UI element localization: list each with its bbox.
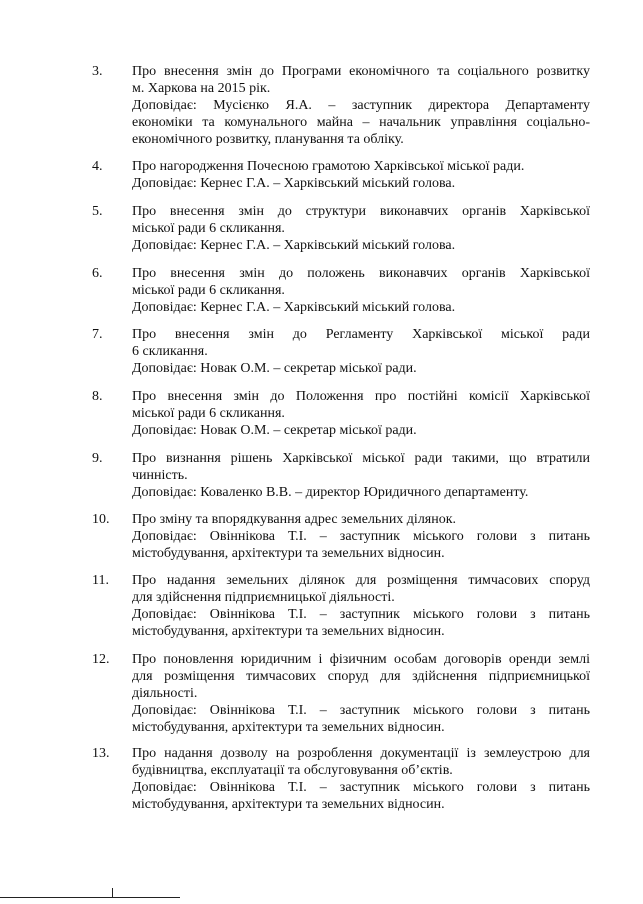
speaker-line: містобудування, архітектури та земельних відносин. (132, 546, 445, 561)
text-line: Про визнання рішень Харківської міської ради такими, що втратили (132, 451, 590, 466)
footer-rule (0, 897, 180, 898)
text-line: будівництва, експлуатації та обслуговування об’єктів. (132, 763, 453, 778)
speaker-line: Доповідає: Кернес Г.А. – Харківський міський голова. (132, 176, 456, 191)
speaker-line: Доповідає: Новак О.М. – секретар міської ради. (132, 361, 417, 376)
text-line: Про внесення змін до Регламенту Харківської міської ради (132, 327, 590, 342)
text-line: м. Харкова на 2015 рік. (132, 81, 271, 96)
text-line: Про зміну та впорядкування адрес земельних ділянок. (132, 512, 457, 527)
speaker-line: Доповідає: Овіннікова Т.І. – заступник міського голови з питань (132, 780, 590, 795)
item-text (132, 651, 590, 736)
item-text (132, 511, 590, 562)
speaker-line: Доповідає: Овіннікова Т.І. – заступник міського голови з питань (132, 703, 590, 718)
speaker-line: містобудування, архітектури та земельних відносин. (132, 797, 445, 812)
item-number: 7. (92, 327, 103, 342)
text-line: Про надання дозволу на розроблення документації із землеустрою для (132, 746, 590, 761)
item-text (132, 63, 590, 148)
item-number: 11. (92, 573, 109, 588)
item-text (132, 572, 590, 640)
text-line: Про внесення змін до Положення про постійні комісії Харківської (132, 389, 590, 404)
speaker-line: Доповідає: Овіннікова Т.І. – заступник міського голови з питань (132, 529, 590, 544)
footer-tick-mark (112, 888, 113, 898)
item-number: 12. (92, 652, 110, 667)
speaker-line: Доповідає: Кернес Г.А. – Харківський міський голова. (132, 300, 456, 315)
item-number: 5. (92, 204, 103, 219)
text-line: для розміщення тимчасових споруд для здійснення підприємницької (132, 669, 590, 684)
item-text (132, 326, 590, 377)
item-number: 3. (92, 64, 103, 79)
item-number: 13. (92, 746, 110, 761)
text-line: міської ради 6 скликання. (132, 283, 285, 298)
text-line: для здійснення підприємницької діяльності. (132, 590, 395, 605)
item-number: 4. (92, 159, 103, 174)
speaker-line: Доповідає: Овіннікова Т.І. – заступник міського голови з питань (132, 607, 590, 622)
speaker-line: економіки та комунального майна – начальник управління соціально- (132, 115, 590, 130)
text-line: Про надання земельних ділянок для розміщення тимчасових споруд (132, 573, 590, 588)
speaker-line: містобудування, архітектури та земельних відносин. (132, 720, 445, 735)
text-line: Про поновлення юридичним і фізичним особам договорів оренди землі (132, 652, 590, 667)
text-line: Про внесення змін до структури виконавчих органів Харківської (132, 204, 590, 219)
item-number: 6. (92, 266, 103, 281)
item-text (132, 745, 590, 813)
speaker-line: Доповідає: Мусієнко Я.А. – заступник директора Департаменту (132, 98, 590, 113)
text-line: чинність. (132, 468, 188, 483)
item-number: 9. (92, 451, 103, 466)
text-line: міської ради 6 скликання. (132, 406, 285, 421)
speaker-line: економічного розвитку, планування та обліку. (132, 132, 404, 147)
speaker-line: Доповідає: Кернес Г.А. – Харківський міський голова. (132, 238, 456, 253)
speaker-line: Доповідає: Коваленко В.В. – директор Юридичного департаменту. (132, 485, 529, 500)
text-line: 6 скликання. (132, 344, 208, 359)
text-line: Про нагородження Почесною грамотою Харківської міської ради. (132, 159, 525, 174)
speaker-line: Доповідає: Новак О.М. – секретар міської ради. (132, 423, 417, 438)
item-text (132, 388, 590, 439)
item-text (132, 450, 590, 501)
item-number: 8. (92, 389, 103, 404)
text-line: міської ради 6 скликання. (132, 221, 285, 236)
speaker-line: містобудування, архітектури та земельних відносин. (132, 624, 445, 639)
text-line: Про внесення змін до Програми економічного та соціального розвитку (132, 64, 590, 79)
item-text (132, 265, 590, 316)
text-line: діяльності. (132, 686, 198, 701)
item-number: 10. (92, 512, 110, 527)
text-line: Про внесення змін до положень виконавчих органів Харківської (132, 266, 590, 281)
item-text (132, 158, 590, 192)
item-text (132, 203, 590, 254)
